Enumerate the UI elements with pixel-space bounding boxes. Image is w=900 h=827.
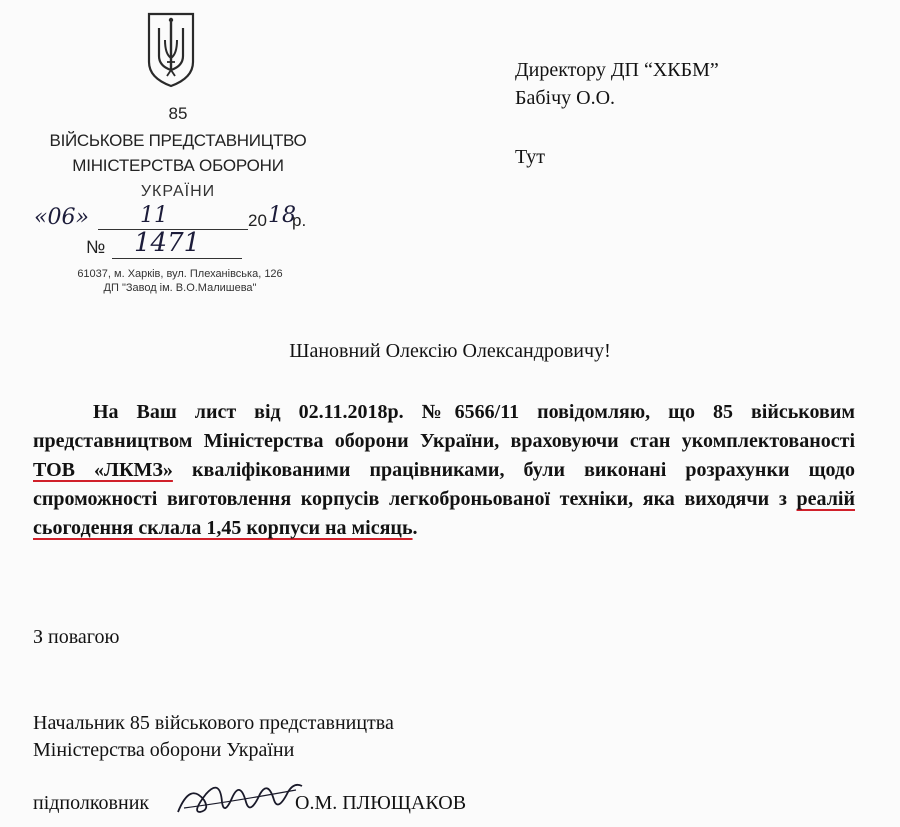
signatory-rank: підполковник bbox=[33, 792, 150, 814]
signatory-title bbox=[33, 710, 394, 764]
trident-coat-of-arms-icon bbox=[145, 10, 197, 88]
body-text-part-2: кваліфікованими працівниками, були виконані розрахунки щодо спроможності виготовлення корпусів легкоброньованої техніки, яка виходячи з bbox=[33, 459, 856, 510]
recipient-line-2: Бабічу О.О. bbox=[515, 87, 616, 109]
number-label: № bbox=[86, 237, 106, 257]
date-month: 11 bbox=[140, 203, 168, 228]
org-line-3: УКРАЇНИ bbox=[140, 183, 216, 200]
address-line-1: 61037, м. Харків, вул. Плеханівська, 126 bbox=[77, 268, 283, 280]
number-value: 1471 bbox=[134, 228, 201, 258]
capacity-highlight: реалій сьогодення склала 1,45 корпуси на місяць bbox=[33, 488, 855, 539]
recipient-location: Тут bbox=[515, 146, 545, 168]
recipient-line-1: Директору ДП “ХКБМ” bbox=[515, 59, 719, 81]
signatory-title-line-2: Міністерства оборони України bbox=[33, 739, 295, 761]
recipient-block bbox=[515, 56, 719, 112]
date-year-prefix: 20 bbox=[248, 211, 267, 230]
closing-regards: З повагою bbox=[33, 626, 120, 648]
salutation: Шановний Олексію Олександровичу! bbox=[289, 340, 611, 362]
org-line-2: МІНІСТЕРСТВА ОБОРОНИ bbox=[72, 156, 284, 175]
org-line-1: ВІЙСЬКОВЕ ПРЕДСТАВНИЦТВО bbox=[49, 131, 307, 150]
signatory-name: О.М. ПЛЮЩАКОВ bbox=[295, 792, 467, 814]
company-name-highlight: ТОВ «ЛКМЗ» bbox=[33, 459, 173, 481]
handwritten-signature bbox=[170, 772, 310, 822]
body-text-part-1: На Ваш лист від 02.11.2018р. №6566/11 повідомляю, що 85 військовим представництвом Міністерства оборони України, враховуючи стан укомплектованості bbox=[33, 401, 855, 452]
body-text-end: . bbox=[412, 517, 418, 539]
letter-body bbox=[33, 398, 855, 543]
signatory-title-line-1: Начальник 85 військового представництва bbox=[33, 712, 394, 734]
date-year-suffix: 18 bbox=[268, 203, 296, 228]
date-day: «06» bbox=[34, 205, 89, 230]
number-rule bbox=[112, 258, 242, 259]
address-line-2: ДП "Завод ім. В.О.Малишева" bbox=[103, 282, 257, 294]
date-year-unit: р. bbox=[292, 211, 307, 230]
unit-number: 85 bbox=[168, 104, 188, 123]
